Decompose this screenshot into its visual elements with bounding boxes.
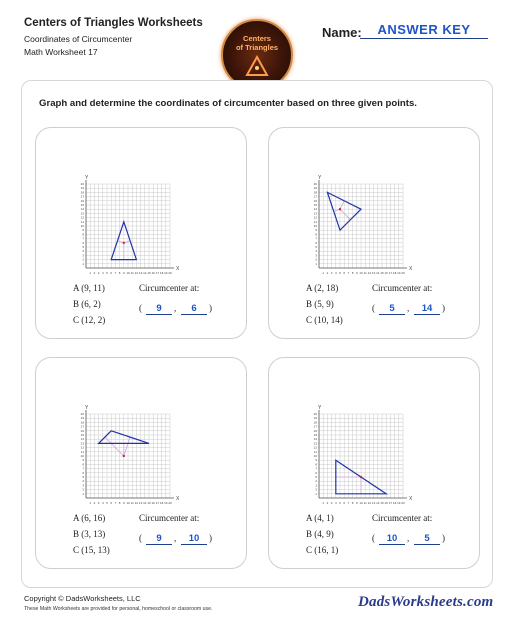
bisector-line	[340, 209, 351, 220]
y-tick-label: 7	[315, 236, 317, 241]
y-tick-label: 17	[80, 424, 84, 429]
x-tick-label: 10	[126, 271, 130, 275]
x-tick-label: 19	[164, 501, 168, 505]
y-tick-label: 16	[313, 198, 317, 203]
problem-card-4	[268, 357, 480, 569]
x-tick-label: 13	[138, 501, 143, 505]
x-tick-label: 16	[151, 501, 155, 505]
y-tick-label: 19	[313, 416, 317, 421]
x-tick-label: 11	[363, 271, 367, 275]
comma: ,	[407, 533, 410, 543]
x-tick-label: 1	[322, 501, 325, 505]
y-tick-label: 1	[82, 491, 84, 496]
x-tick-label: 3	[330, 271, 333, 275]
y-tick-label: 13	[313, 211, 317, 216]
x-tick-label: 9	[122, 271, 125, 275]
x-tick-label: 19	[397, 501, 401, 505]
x-tick-label: 18	[392, 501, 397, 505]
x-tick-label: 5	[106, 501, 108, 505]
x-tick-label: 4	[334, 271, 337, 275]
x-axis-label: X	[409, 496, 413, 502]
usage-note: These Math Worksheets are provided for personal, homeschool or classroom use.	[24, 606, 213, 612]
coordinate-grid	[269, 358, 479, 518]
x-tick-label: 15	[380, 501, 384, 505]
point-label: A (2, 18)	[306, 283, 339, 293]
y-tick-label: 20	[80, 412, 84, 416]
coordinate-grid	[36, 128, 246, 288]
y-tick-label: 4	[82, 249, 84, 254]
x-axis-label: X	[176, 266, 180, 272]
x-tick-label: 13	[138, 271, 143, 275]
x-tick-label: 5	[106, 271, 108, 275]
x-tick-label: 15	[147, 501, 151, 505]
logo-line-1: Centers	[243, 34, 271, 43]
x-tick-label: 11	[130, 501, 134, 505]
x-tick-label: 14	[376, 501, 380, 505]
x-tick-label: 8	[118, 271, 121, 275]
x-tick-label: 1	[89, 271, 92, 275]
y-tick-label: 12	[80, 215, 84, 220]
answer-x: 9	[146, 303, 172, 315]
x-tick-label: 4	[334, 501, 337, 505]
x-axis-label: X	[176, 496, 180, 502]
y-tick-label: 5	[315, 475, 317, 479]
x-tick-label: 3	[97, 501, 100, 505]
y-tick-label: 18	[80, 190, 84, 195]
answer-x: 10	[379, 533, 405, 545]
y-tick-label: 1	[315, 261, 317, 266]
y-tick-label: 17	[313, 194, 317, 199]
circumcenter-point	[123, 242, 125, 244]
answer-x: 5	[379, 303, 405, 315]
comma: ,	[407, 303, 410, 313]
y-tick-label: 10	[313, 224, 317, 228]
point-label: A (9, 11)	[73, 283, 105, 293]
x-tick-label: 7	[114, 501, 117, 505]
y-tick-label: 19	[80, 416, 84, 421]
x-tick-label: 4	[101, 271, 104, 275]
y-tick-label: 5	[82, 245, 84, 249]
y-tick-label: 8	[315, 462, 317, 467]
y-tick-label: 4	[315, 249, 317, 254]
x-tick-label: 7	[347, 271, 350, 275]
point-label: B (4, 9)	[306, 529, 334, 539]
close-paren: )	[442, 533, 445, 543]
x-tick-label: 8	[351, 271, 354, 275]
y-tick-label: 10	[80, 224, 84, 228]
x-tick-label: 15	[147, 271, 151, 275]
x-tick-label: 2	[93, 501, 96, 505]
answer-row	[139, 533, 219, 547]
y-tick-label: 3	[315, 253, 317, 258]
x-tick-label: 2	[326, 271, 329, 275]
x-tick-label: 8	[351, 501, 354, 505]
x-tick-label: 10	[126, 501, 130, 505]
circumcenter-label: Circumcenter at:	[139, 513, 200, 523]
bisector-line	[105, 437, 124, 456]
y-tick-label: 5	[82, 475, 84, 479]
answer-y: 14	[414, 303, 440, 315]
y-tick-label: 10	[80, 454, 84, 458]
x-tick-label: 8	[118, 501, 121, 505]
y-tick-label: 18	[313, 190, 317, 195]
x-tick-label: 6	[343, 501, 346, 505]
x-tick-label: 20	[401, 501, 405, 505]
y-tick-label: 9	[82, 458, 84, 463]
y-axis-label: Y	[85, 405, 89, 411]
answer-key: ANSWER KEY	[377, 22, 471, 37]
point-label: B (3, 13)	[73, 529, 106, 539]
problem-card-2	[268, 127, 480, 339]
y-tick-label: 13	[80, 441, 84, 446]
x-tick-label: 14	[143, 271, 147, 275]
x-tick-label: 20	[401, 271, 405, 275]
y-axis-label: Y	[318, 405, 322, 411]
bisector-line	[124, 437, 130, 456]
name-line	[360, 38, 488, 39]
y-tick-label: 20	[313, 412, 317, 416]
x-tick-label: 3	[97, 271, 100, 275]
y-tick-label: 7	[82, 466, 84, 471]
x-axis-label: X	[409, 266, 413, 272]
answer-row	[139, 303, 219, 317]
point-label: C (15, 13)	[73, 545, 110, 555]
y-tick-label: 18	[80, 420, 84, 425]
x-tick-label: 16	[151, 271, 155, 275]
x-tick-label: 10	[359, 271, 363, 275]
answer-x: 9	[146, 533, 172, 545]
x-tick-label: 12	[134, 271, 139, 275]
x-tick-label: 9	[355, 271, 358, 275]
y-axis-label: Y	[85, 175, 89, 181]
y-tick-label: 15	[313, 203, 317, 207]
y-tick-label: 3	[82, 253, 84, 258]
y-tick-label: 16	[80, 198, 84, 203]
open-paren: (	[139, 533, 142, 543]
point-label: C (12, 2)	[73, 315, 106, 325]
point-label: B (6, 2)	[73, 299, 101, 309]
y-tick-label: 6	[82, 470, 84, 475]
y-tick-label: 2	[82, 487, 84, 492]
y-tick-label: 11	[313, 449, 317, 454]
x-tick-label: 17	[388, 501, 393, 505]
worksheet-number: Math Worksheet 17	[24, 47, 98, 57]
y-tick-label: 9	[82, 228, 84, 233]
x-tick-label: 6	[110, 501, 113, 505]
x-tick-label: 17	[155, 501, 160, 505]
circumcenter-label: Circumcenter at:	[372, 513, 433, 523]
problem-card-3	[35, 357, 247, 569]
x-tick-label: 18	[159, 501, 164, 505]
x-tick-label: 1	[89, 501, 92, 505]
triangle-glow-icon	[245, 55, 269, 77]
y-tick-label: 4	[82, 479, 84, 484]
y-tick-label: 2	[315, 487, 317, 492]
point-label: A (6, 16)	[73, 513, 106, 523]
y-tick-label: 14	[80, 437, 84, 442]
y-tick-label: 15	[80, 203, 84, 207]
y-tick-label: 14	[313, 207, 317, 212]
y-tick-label: 20	[80, 182, 84, 186]
y-tick-label: 4	[315, 479, 317, 484]
x-tick-label: 6	[110, 271, 113, 275]
y-tick-label: 1	[315, 491, 317, 496]
y-tick-label: 19	[80, 186, 84, 191]
x-tick-label: 20	[168, 501, 172, 505]
y-tick-label: 8	[82, 462, 84, 467]
x-tick-label: 13	[371, 501, 376, 505]
x-tick-label: 19	[164, 271, 168, 275]
y-tick-label: 9	[315, 228, 317, 233]
circumcenter-point	[123, 455, 125, 457]
y-tick-label: 15	[80, 433, 84, 437]
x-tick-label: 1	[322, 271, 325, 275]
problem-card-1	[35, 127, 247, 339]
y-tick-label: 13	[80, 211, 84, 216]
x-tick-label: 11	[363, 501, 367, 505]
instructions: Graph and determine the coordinates of circumcenter based on three given points.	[39, 98, 417, 109]
x-tick-label: 20	[168, 271, 172, 275]
point-label: A (4, 1)	[306, 513, 334, 523]
y-tick-label: 6	[315, 240, 317, 245]
x-tick-label: 12	[367, 501, 372, 505]
circumcenter-label: Circumcenter at:	[139, 283, 200, 293]
comma: ,	[174, 533, 177, 543]
y-tick-label: 16	[80, 428, 84, 433]
y-tick-label: 3	[315, 483, 317, 488]
circumcenter-label: Circumcenter at:	[372, 283, 433, 293]
coordinate-grid	[36, 358, 246, 518]
y-tick-label: 1	[82, 261, 84, 266]
y-tick-label: 17	[313, 424, 317, 429]
y-tick-label: 16	[313, 428, 317, 433]
x-tick-label: 5	[339, 501, 341, 505]
x-tick-label: 14	[376, 271, 380, 275]
y-tick-label: 7	[315, 466, 317, 471]
x-tick-label: 2	[93, 271, 96, 275]
worksheet-subtitle: Coordinates of Circumcenter	[24, 34, 133, 44]
x-tick-label: 7	[347, 501, 350, 505]
x-tick-label: 12	[134, 501, 139, 505]
open-paren: (	[372, 303, 375, 313]
logo-line-2: of Triangles	[235, 43, 279, 52]
x-tick-label: 17	[155, 271, 160, 275]
y-tick-label: 12	[80, 445, 84, 450]
x-tick-label: 9	[355, 501, 358, 505]
y-tick-label: 9	[315, 458, 317, 463]
point-label: C (10, 14)	[306, 315, 343, 325]
answer-y: 6	[181, 303, 207, 315]
y-tick-label: 14	[80, 207, 84, 212]
y-tick-label: 5	[315, 245, 317, 249]
x-tick-label: 16	[384, 271, 388, 275]
y-axis-label: Y	[318, 175, 322, 181]
y-tick-label: 11	[313, 219, 317, 224]
x-tick-label: 18	[159, 271, 164, 275]
close-paren: )	[209, 533, 212, 543]
y-tick-label: 17	[80, 194, 84, 199]
y-tick-label: 7	[82, 236, 84, 241]
answer-row	[372, 303, 452, 317]
close-paren: )	[209, 303, 212, 313]
x-tick-label: 12	[367, 271, 372, 275]
point-label: B (5, 9)	[306, 299, 334, 309]
circumcenter-point	[339, 208, 341, 210]
comma: ,	[174, 303, 177, 313]
y-tick-label: 19	[313, 186, 317, 191]
x-tick-label: 6	[343, 271, 346, 275]
y-tick-label: 15	[313, 433, 317, 437]
coordinate-grid	[269, 128, 479, 288]
x-tick-label: 9	[122, 501, 125, 505]
y-tick-label: 8	[82, 232, 84, 237]
x-tick-label: 16	[384, 501, 388, 505]
circumcenter-point	[360, 476, 362, 478]
x-tick-label: 19	[397, 271, 401, 275]
x-tick-label: 13	[371, 271, 376, 275]
y-tick-label: 18	[313, 420, 317, 425]
x-tick-label: 18	[392, 271, 397, 275]
y-tick-label: 2	[315, 257, 317, 262]
y-tick-label: 12	[313, 215, 317, 220]
y-tick-label: 3	[82, 483, 84, 488]
y-tick-label: 10	[313, 454, 317, 458]
point-label: C (16, 1)	[306, 545, 339, 555]
x-tick-label: 15	[380, 271, 384, 275]
answer-row	[372, 533, 452, 547]
name-label: Name:	[322, 25, 362, 40]
dadsworksheets-logo: DadsWorksheets.com	[358, 594, 494, 610]
answer-y: 10	[181, 533, 207, 545]
y-tick-label: 2	[82, 257, 84, 262]
x-tick-label: 5	[339, 271, 341, 275]
y-tick-label: 13	[313, 441, 317, 446]
y-tick-label: 8	[315, 232, 317, 237]
x-tick-label: 2	[326, 501, 329, 505]
y-tick-label: 11	[80, 449, 84, 454]
x-tick-label: 3	[330, 501, 333, 505]
worksheet-title: Centers of Triangles Worksheets	[24, 17, 203, 29]
y-tick-label: 6	[82, 240, 84, 245]
answer-y: 5	[414, 533, 440, 545]
x-tick-label: 4	[101, 501, 104, 505]
y-tick-label: 14	[313, 437, 317, 442]
open-paren: (	[139, 303, 142, 313]
x-tick-label: 11	[130, 271, 134, 275]
open-paren: (	[372, 533, 375, 543]
x-tick-label: 10	[359, 501, 363, 505]
y-tick-label: 11	[80, 219, 84, 224]
y-tick-label: 12	[313, 445, 317, 450]
x-tick-label: 7	[114, 271, 117, 275]
close-paren: )	[442, 303, 445, 313]
copyright: Copyright © DadsWorksheets, LLC	[24, 594, 141, 603]
y-tick-label: 20	[313, 182, 317, 186]
y-tick-label: 6	[315, 470, 317, 475]
x-tick-label: 14	[143, 501, 147, 505]
x-tick-label: 17	[388, 271, 393, 275]
